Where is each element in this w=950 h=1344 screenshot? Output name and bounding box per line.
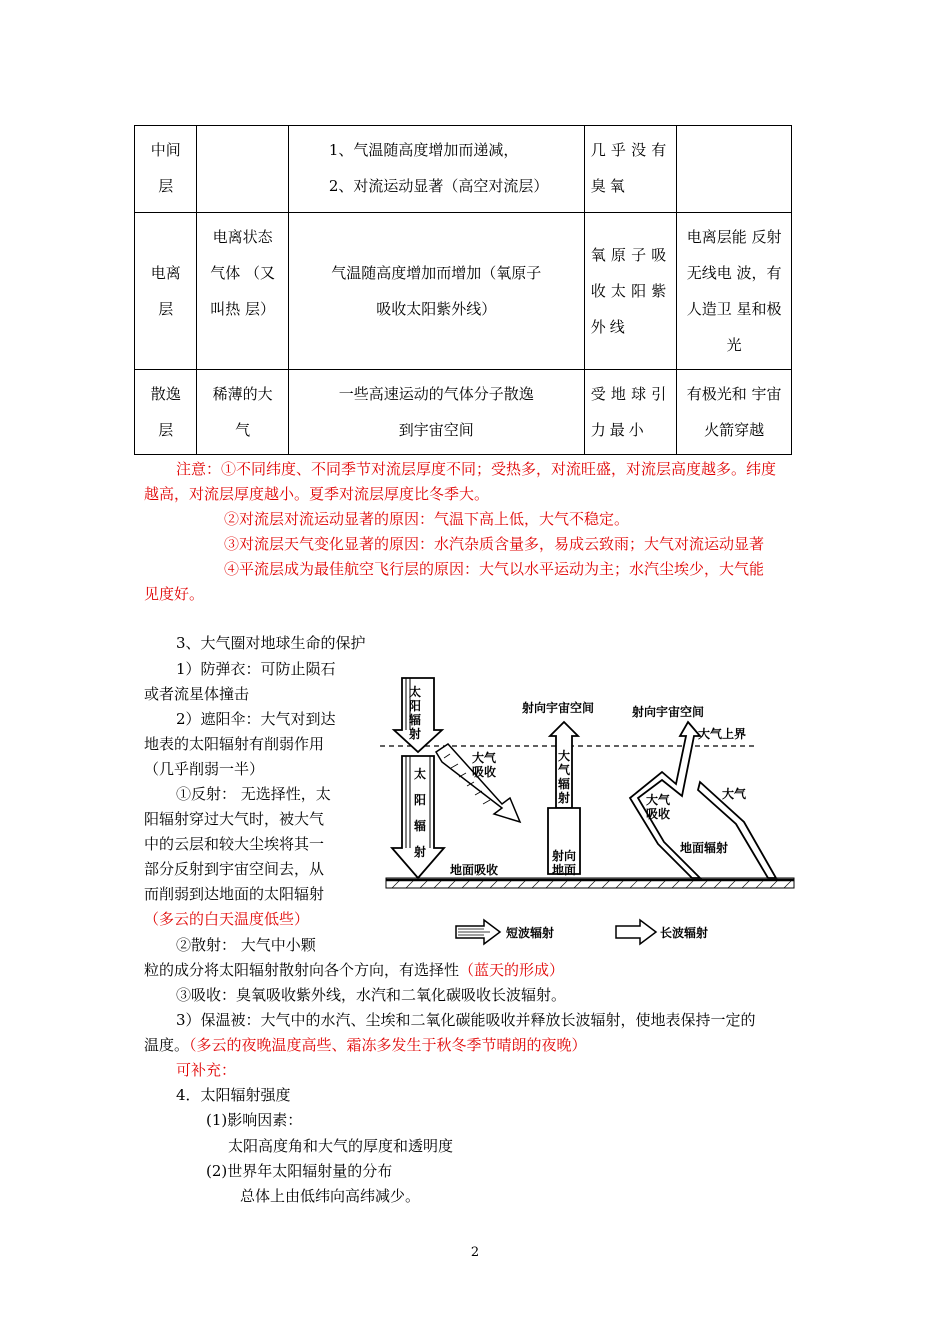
paragraph-line: 地表的太阳辐射有削弱作用 [144, 735, 325, 753]
note-2: ②对流层对流运动显著的原因：气温下高上低，大气不稳定。 [224, 510, 630, 528]
paragraph-line: 3）保温被：大气中的水汽、尘埃和二氧化碳能吸收并释放长波辐射，使地表保持一定的 [176, 1011, 756, 1029]
paragraph-line: 太阳高度角和大气的厚度和透明度 [228, 1137, 454, 1155]
to-ground-label: 地面 [551, 863, 577, 877]
paragraph-line: 中的云层和较大尘埃将其一 [144, 835, 325, 853]
paragraph-line: 总体上由低纬向高纬减少。 [240, 1187, 421, 1205]
composition-cell [197, 126, 288, 213]
atmosphere-radiation-label: 气 [557, 763, 571, 777]
atmosphere-layers-table [134, 125, 792, 455]
atmosphere-absorb-label: 吸收 [472, 765, 497, 779]
atmosphere-radiation-label: 大 [557, 749, 571, 763]
layer-name-cell: 中间 层 [135, 126, 197, 213]
features-cell: 1、气温随高度增加而递减， 2、对流运动显著（高空对流层） [288, 126, 584, 213]
section-4-title: 4．太阳辐射强度 [176, 1086, 291, 1104]
atmosphere-label: 大气 [722, 787, 747, 801]
to-space-label: 射向宇宙空间 [632, 705, 705, 719]
paragraph-line: ②散射： 大气中小颗 [176, 936, 316, 954]
features-cell: 一些高速运动的气体分子散逸 到宇宙空间 [288, 370, 584, 455]
atmosphere-radiation-diagram [380, 672, 800, 952]
ozone-cell: 氧原子吸 收太阳紫 外线 [584, 213, 677, 370]
paragraph-line: 1）防弹衣：可防止陨石 [176, 660, 336, 678]
solar-label: 射 [408, 727, 422, 741]
solar-label: 阳 [413, 793, 427, 807]
features-cell: 气温随高度增加而增加（氧原子 吸收太阳紫外线） [288, 213, 584, 370]
to-space-label: 射向宇宙空间 [522, 701, 595, 715]
note-4-line-2: 见度好。 [144, 585, 205, 603]
atmosphere-absorb-label: 大气 [646, 793, 671, 807]
note-1-line-2: 越高，对流层厚度越小。夏季对流层厚度比冬季大。 [144, 485, 490, 503]
table-row [135, 213, 792, 370]
note-4-line-1: ④平流层成为最佳航空飞行层的原因：大气以水平运动为主；水汽尘埃少，大气能 [224, 560, 765, 578]
paragraph-line: 部分反射到宇宙空间去，从 [144, 860, 325, 878]
ozone-cell: 受地球引 力最小 [584, 370, 677, 455]
paragraph-line: （几乎削弱一半） [144, 760, 265, 778]
table-row [135, 126, 792, 213]
note-3: ③对流层天气变化显著的原因：水汽杂质含量多，易成云致雨；大气对流运动显著 [224, 535, 765, 553]
paragraph-line: 阳辐射穿过大气时，被大气 [144, 810, 325, 828]
atmosphere-radiation-label: 辐 [557, 777, 571, 791]
atmosphere-top-label: 大气上界 [698, 727, 747, 741]
supplement-label: 可补充： [176, 1061, 237, 1079]
section-3-title: 3、大气圈对地球生命的保护 [176, 634, 366, 652]
other-cell [677, 126, 792, 213]
paragraph-line: 粒的成分将太阳辐射散射向各个方向，有选择性（蓝天的形成） [144, 961, 565, 979]
short-wave-legend-label: 短波辐射 [506, 926, 555, 940]
paragraph-line: (2)世界年太阳辐射量的分布 [206, 1162, 393, 1180]
paragraph-line: 温度。（多云的夜晚温度高些、霜冻多发生于秋冬季节晴朗的夜晚） [144, 1036, 587, 1054]
ozone-cell: 几乎没有 臭氧 [584, 126, 677, 213]
paragraph-line: (1)影响因素： [206, 1111, 303, 1129]
solar-label: 辐 [408, 713, 422, 727]
paragraph-line: 2）遮阳伞：大气对到达 [176, 710, 336, 728]
ground-absorb-label: 地面吸收 [450, 863, 499, 877]
note-1-line-1: 注意：①不同纬度、不同季节对流层厚度不同；受热多，对流旺盛，对流层高度越多。纬度 [176, 460, 777, 478]
paragraph-line: ①反射： 无选择性，太 [176, 785, 331, 803]
paragraph-line: ③吸收：臭氧吸收紫外线，水汽和二氧化碳吸收长波辐射。 [176, 986, 567, 1004]
solar-label: 太 [408, 685, 422, 699]
composition-cell: 稀薄的大 气 [197, 370, 288, 455]
layer-name-cell: 散逸 层 [135, 370, 197, 455]
ground-radiation-label: 地面辐射 [680, 841, 729, 855]
other-cell: 有极光和 宇宙火箭穿越 [677, 370, 792, 455]
atmosphere-absorb-label: 大气 [472, 751, 497, 765]
page-number: 2 [470, 1245, 480, 1260]
table-row [135, 370, 792, 455]
long-wave-legend-label: 长波辐射 [660, 926, 709, 940]
layer-name-cell: 电离 层 [135, 213, 197, 370]
paragraph-line: 而削弱到达地面的太阳辐射 [144, 885, 325, 903]
long-wave-legend-icon [616, 920, 656, 944]
atmosphere-absorb-label: 吸收 [646, 807, 671, 821]
other-cell: 电离层能 反射无线电 波，有人造卫 星和极光 [677, 213, 792, 370]
paragraph-line: 或者流星体撞击 [144, 685, 250, 703]
composition-cell: 电离状态 气体 （又叫热 层） [197, 213, 288, 370]
atmosphere-radiation-label: 射 [557, 791, 571, 805]
paragraph-line-red: （多云的白天温度低些） [144, 910, 310, 928]
solar-label: 太 [413, 767, 427, 781]
solar-label: 射 [413, 845, 427, 859]
solar-label: 阳 [408, 699, 422, 713]
to-ground-label: 射向 [551, 849, 577, 863]
solar-label: 辐 [413, 819, 427, 833]
